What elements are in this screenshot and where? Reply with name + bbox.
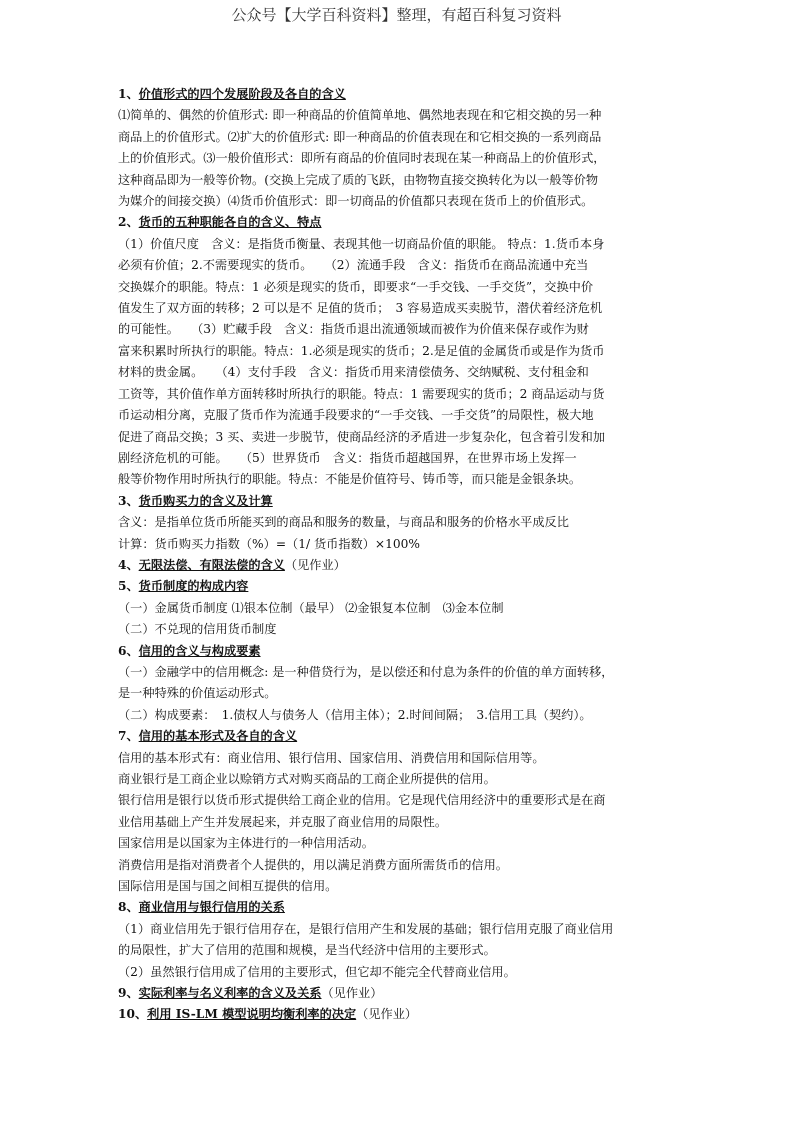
section-heading xyxy=(118,897,684,918)
paragraph-line: 工资等，其价值作单方面转移时所执行的职能。特点：1 需要现实的货币；2 商品运动与货 xyxy=(118,386,605,401)
paragraph-line: 的可能性。 （3）贮藏手段 含义：指货币退出流通领域而被作为价值来保存或作为财 xyxy=(118,322,589,337)
paragraph-line: 值发生了双方面的转移；2 可以是不 足值的货币； 3 容易造成买卖脱节，潜伏着经济危机 xyxy=(118,301,603,316)
paragraph-line: 消费信用是指对消费者个人提供的，用以满足消费方面所需货币的信用。 xyxy=(118,857,508,872)
section-heading xyxy=(118,1004,684,1025)
section-heading xyxy=(118,726,684,747)
page-header: 公众号【大学百科资料】整理，有超百科复习资料 xyxy=(231,6,562,24)
paragraph-line: 商品上的价值形式。⑵扩大的价值形式: 即一种商品的价值表现在和它相交换的一系列商品 xyxy=(118,129,602,144)
section-note: （见作业） xyxy=(321,986,383,1001)
paragraph-line: 含义：是指单位货币所能买到的商品和服务的数量，与商品和服务的价格水平成反比 xyxy=(118,515,569,530)
paragraph-line: 计算：货币购买力指数（%）=（1/ 货币指数）×100% xyxy=(118,536,420,551)
section-number: 2、 xyxy=(118,215,139,230)
section-title: 货币的五种职能各自的含义、特点 xyxy=(138,215,322,230)
section-title: 无限法偿、有限法偿的含义 xyxy=(138,557,285,572)
section-heading xyxy=(118,576,684,597)
paragraph-line: 信用的基本形式有：商业信用、银行信用、国家信用、消费信用和国际信用等。 xyxy=(118,750,545,765)
paragraph-line: （1）价值尺度 含义：是指货币衡量、表现其他一切商品价值的职能。 特点：1.货币本身 xyxy=(118,236,605,251)
section-heading xyxy=(118,212,684,233)
section-title: 利用 IS-LM 模型说明均衡利率的决定 xyxy=(147,1007,357,1022)
paragraph-line: （二）构成要素： 1.债权人与债务人（信用主体）；2.时间间隔； 3.信用工具（契约）。 xyxy=(118,707,592,722)
section-number: 4、 xyxy=(118,557,139,572)
paragraph-line: 般等价物作用时所执行的职能。特点：不能是价值符号、铸币等，而只能是金银条块。 xyxy=(118,472,582,487)
section-number: 5、 xyxy=(118,579,139,594)
section-title: 货币购买力的含义及计算 xyxy=(138,493,273,508)
section-number: 7、 xyxy=(118,729,139,744)
paragraph-line: （二）不兑现的信用货币制度 xyxy=(118,622,277,637)
section-number: 6、 xyxy=(118,643,139,658)
paragraph-line: 的局限性，扩大了信用的范围和规模，是当代经济中信用的主要形式。 xyxy=(118,943,496,958)
paragraph-line: 促进了商品交换；3 买、卖进一步脱节，使商品经济的矛盾进一步复杂化，包含着引发和加 xyxy=(118,429,605,444)
paragraph-line: 上的价值形式。⑶一般价值形式：即所有商品的价值同时表现在某一种商品上的价值形式， xyxy=(118,151,606,166)
paragraph-line: 是一种特殊的价值运动形式。 xyxy=(118,686,277,701)
section-number: 8、 xyxy=(118,900,139,915)
section-title: 货币制度的构成内容 xyxy=(138,579,249,594)
section-title: 信用的含义与构成要素 xyxy=(138,643,261,658)
paragraph-line: 这种商品即为一般等价物。(交换上完成了质的飞跃，由物物直接交换转化为以一般等价物 xyxy=(118,172,599,187)
paragraph-line: 银行信用是银行以货币形式提供给工商企业的信用。它是现代信用经济中的重要形式是在商 xyxy=(118,793,606,808)
section-title: 商业信用与银行信用的关系 xyxy=(138,900,285,915)
section-heading xyxy=(118,641,684,662)
paragraph-line: 为媒介的间接交换）⑷货币价值形式：即一切商品的价值都只表现在货币上的价值形式。 xyxy=(118,194,594,209)
section-number: 1、 xyxy=(118,87,139,101)
paragraph-line: 商业银行是工商企业以赊销方式对购买商品的工商企业所提供的信用。 xyxy=(118,772,496,786)
paragraph-line: 剧经济危机的可能。 （5）世界货币 含义：指货币超越国界，在世界市场上发挥一 xyxy=(118,450,577,465)
paragraph-line: 币运动相分离，克服了货币作为流通手段要求的“一手交钱、一手交货”的局限性，极大地 xyxy=(118,408,594,423)
section-heading xyxy=(118,983,684,1004)
paragraph-line: （一）金属货币制度 ⑴银本位制（最早） ⑵金银复本位制 ⑶金本位制 xyxy=(118,600,504,615)
paragraph-line: 业信用基础上产生并发展起来，并克服了商业信用的局限性。 xyxy=(118,814,448,829)
section-title: 信用的基本形式及各自的含义 xyxy=(138,729,298,744)
section-heading xyxy=(118,555,684,576)
paragraph-line: 国家信用是以国家为主体进行的一种信用活动。 xyxy=(118,836,374,851)
paragraph-line: 富来积累时所执行的职能。特点：1.必须是现实的货币；2.是足值的金属货币或是作为货币 xyxy=(118,343,605,358)
paragraph-line: （一）金融学中的信用概念: 是一种借贷行为，是以偿还和付息为条件的价值的单方面转移， xyxy=(118,664,614,679)
paragraph-line: 交换媒介的职能。特点：1 必须是现实的货币，即要求“一手交钱、一手交货”，交换中价 xyxy=(118,279,594,294)
section-number: 3、 xyxy=(118,493,139,508)
section-heading xyxy=(118,491,684,512)
paragraph-line: （2）虽然银行信用成了信用的主要形式，但它却不能完全代替商业信用。 xyxy=(118,964,516,979)
paragraph-line: 国际信用是国与国之间相互提供的信用。 xyxy=(118,879,338,894)
paragraph-line: ⑴简单的、偶然的价值形式: 即一种商品的价值简单地、偶然地表现在和它相交换的另一种 xyxy=(118,108,602,123)
section-note: （见作业） xyxy=(356,1007,418,1022)
paragraph-line: 材料的贵金属。 （4）支付手段 含义：指货币用来清偿债务、交纳赋税、支付租金和 xyxy=(118,365,589,380)
section-title: 价值形式的四个发展阶段及各自的含义 xyxy=(138,87,346,101)
section-heading xyxy=(118,84,684,105)
section-number: 10、 xyxy=(118,1007,148,1022)
paragraph-line: 必须有价值；2.不需要现实的货币。 （2）流通手段 含义：指货币在商品流通中充当 xyxy=(118,258,589,273)
paragraph-line: （1）商业信用先于银行信用存在，是银行信用产生和发展的基础；银行信用克服了商业信用 xyxy=(118,921,614,936)
document-body xyxy=(118,84,684,1026)
section-number: 9、 xyxy=(118,986,139,1001)
section-title: 实际利率与名义利率的含义及关系 xyxy=(138,986,322,1001)
section-note: （见作业） xyxy=(284,557,346,572)
